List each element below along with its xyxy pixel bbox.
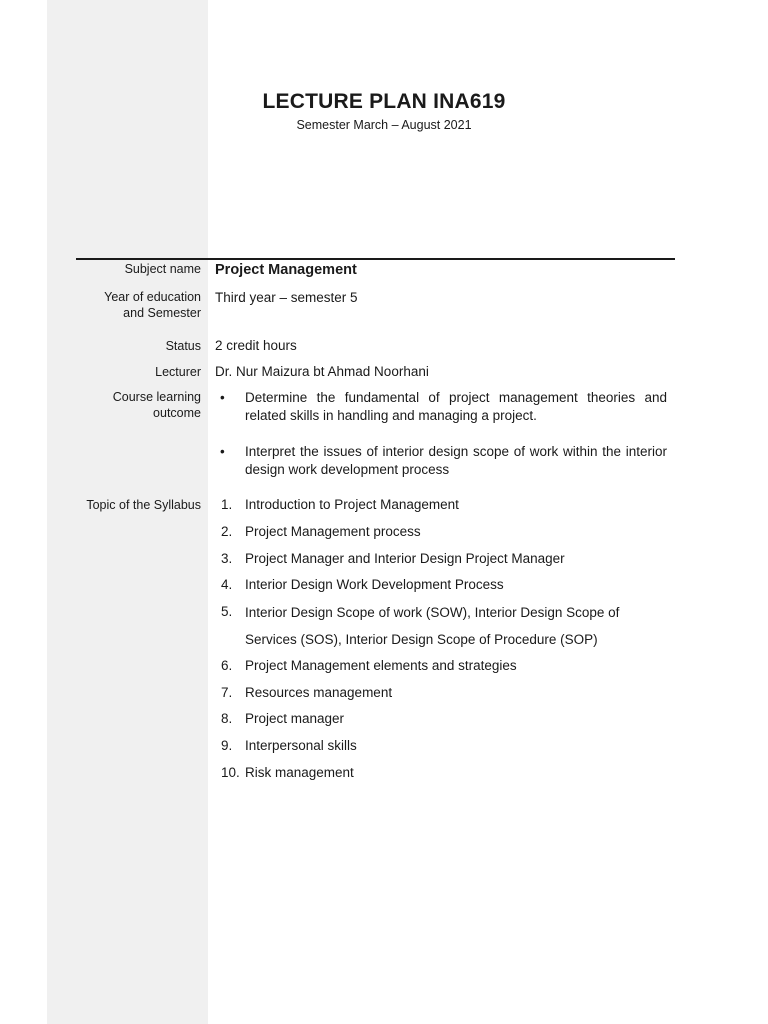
syllabus-item <box>221 684 671 702</box>
year-value: Third year – semester 5 <box>215 290 358 305</box>
syllabus-item-number: 7. <box>221 685 233 700</box>
year-label-line2: and Semester <box>123 306 201 320</box>
syllabus-item-text: Introduction to Project Management <box>245 497 459 512</box>
syllabus-item <box>221 764 671 782</box>
syllabus-item <box>221 496 671 514</box>
syllabus-item <box>221 576 671 594</box>
lecturer-label: Lecturer <box>155 365 201 379</box>
syllabus-item-number: 2. <box>221 524 233 539</box>
clo-item-text: Determine the fundamental of project management theories and related skills in handling and managing a project. <box>245 390 667 423</box>
syllabus-item-text: Interior Design Scope of work (SOW), Interior Design Scope of Services (SOS), Interior Design Scope of Procedure (SOP) <box>245 605 620 647</box>
syllabus-item <box>221 523 671 541</box>
header-divider <box>76 258 675 260</box>
syllabus-item-text: Resources management <box>245 685 393 700</box>
year-label <box>71 289 201 321</box>
clo-label-line1: Course learning <box>112 390 201 404</box>
syllabus-item-text: Risk management <box>245 765 354 780</box>
bullet-icon: • <box>220 444 225 459</box>
document-title: LECTURE PLAN INA619 <box>262 90 506 113</box>
syllabus-item-number: 8. <box>221 711 233 726</box>
syllabus-item <box>221 603 641 653</box>
syllabus-item-text: Project manager <box>245 711 345 726</box>
subject-name-value: Project Management <box>215 262 357 278</box>
status-label: Status <box>165 339 201 353</box>
syllabus-item <box>221 657 671 675</box>
syllabus-item-number: 10. <box>221 765 240 780</box>
syllabus-item-text: Interior Design Work Development Process <box>245 577 504 592</box>
syllabus-item-text: Project Management elements and strategies <box>245 658 517 673</box>
syllabus-item-number: 1. <box>221 497 233 512</box>
syllabus-item-number: 9. <box>221 738 233 753</box>
syllabus-item-number: 4. <box>221 577 233 592</box>
syllabus-item-text: Interpersonal skills <box>245 738 357 753</box>
syllabus-item-number: 6. <box>221 658 233 673</box>
clo-item <box>220 389 667 425</box>
status-value: 2 credit hours <box>215 338 297 353</box>
clo-label-line2: outcome <box>153 406 201 420</box>
syllabus-item <box>221 550 671 568</box>
syllabus-item-number: 3. <box>221 551 233 566</box>
syllabus-item-text: Project Management process <box>245 524 421 539</box>
syllabus-item-number: 5. <box>221 604 233 619</box>
clo-label <box>71 389 201 421</box>
year-label-line1: Year of education <box>104 290 201 304</box>
document-subtitle: Semester March – August 2021 <box>296 118 472 132</box>
lecturer-value: Dr. Nur Maizura bt Ahmad Noorhani <box>215 364 429 379</box>
subject-name-label: Subject name <box>124 262 201 276</box>
syllabus-label: Topic of the Syllabus <box>86 498 201 512</box>
syllabus-item-text: Project Manager and Interior Design Project Manager <box>245 551 565 566</box>
syllabus-item <box>221 737 671 755</box>
clo-item-text: Interpret the issues of interior design scope of work within the interior design work development process <box>245 444 667 477</box>
bullet-icon: • <box>220 390 225 405</box>
syllabus-item <box>221 710 671 728</box>
clo-item <box>220 443 667 479</box>
